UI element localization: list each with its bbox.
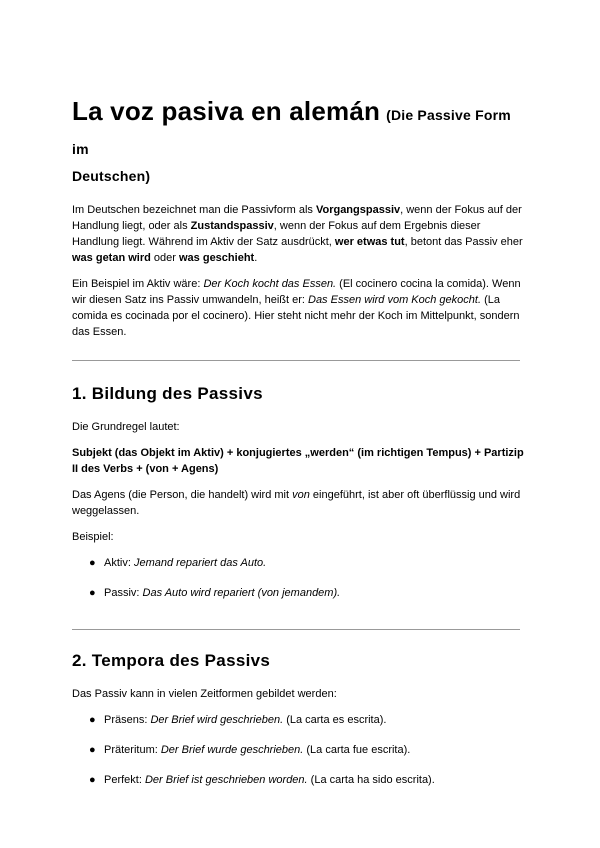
- agens-italic-von: von: [292, 489, 310, 501]
- list-item-label: Präteritum:: [104, 744, 161, 756]
- bullet-icon: ●: [89, 714, 96, 726]
- intro-bold-zustandspassiv: Zustandspassiv: [190, 220, 274, 232]
- section1-example-label: Beispiel:: [72, 531, 114, 543]
- title-subtitle-part2: Deutschen): [72, 168, 151, 184]
- bullet-icon: ●: [89, 774, 96, 786]
- intro-bold-was-geschieht: was geschieht: [179, 252, 255, 264]
- agens-text-2: eingeführt, ist aber oft überflüssig und wird weggelassen.: [72, 489, 521, 517]
- example-text-2: (El cocinero cocina la comida). Wenn wir diesen Satz ins Passiv umwandeln, heißt er:: [72, 278, 521, 306]
- title-main: La voz pasiva en alemán: [72, 96, 381, 126]
- intro-text-1: Im Deutschen bezeichnet man die Passivform als: [72, 204, 316, 216]
- list-item-label: Perfekt:: [104, 774, 145, 786]
- list-item-example: Der Brief ist geschrieben worden.: [144, 774, 308, 786]
- document-title: [72, 96, 528, 186]
- list-item-label: Präsens:: [104, 714, 151, 726]
- bullet-icon: ●: [89, 587, 96, 599]
- list-item: [72, 555, 528, 571]
- list-item-translation: (La carta fue escrita).: [303, 744, 411, 756]
- intro-bold-was-getan-wird: was getan wird: [72, 252, 151, 264]
- bullet-icon: ●: [89, 744, 96, 756]
- agens-text-1: Das Agens (die Person, die handelt) wird mit: [72, 489, 293, 501]
- list-item: [72, 742, 528, 758]
- section1-agens-paragraph: [72, 487, 528, 519]
- section1-rule-intro: Die Grundregel lautet:: [72, 421, 180, 433]
- intro-text-3: , wenn der Fokus auf dem Ergebnis dieser Handlung liegt. Während im Aktiv der Satz ausdrückt,: [72, 220, 481, 248]
- list-item-label: Passiv:: [104, 587, 143, 599]
- intro-text-2: , wenn der Fokus auf der Handlung liegt, oder als: [72, 204, 522, 232]
- example-text-1: Ein Beispiel im Aktiv wäre:: [72, 278, 204, 290]
- list-item-example: Das Auto wird repariert (von jemandem).: [142, 587, 341, 599]
- list-item-label: Aktiv:: [104, 557, 134, 569]
- section2-tense-list: [72, 712, 528, 788]
- list-item: [72, 772, 528, 788]
- list-item: [72, 712, 528, 728]
- intro-text-5: oder: [150, 252, 179, 264]
- section-divider: [72, 360, 520, 361]
- example-paragraph: [72, 276, 528, 340]
- section1-heading: 1. Bildung des Passivs: [72, 384, 263, 403]
- example-italic-passive: Das Essen wird vom Koch gekocht.: [308, 294, 482, 306]
- intro-text-6: .: [254, 252, 258, 264]
- example-italic-active: Der Koch kocht das Essen.: [203, 278, 337, 290]
- list-item-example: Der Brief wird geschrieben.: [150, 714, 284, 726]
- document-page: [72, 96, 528, 788]
- list-item: [72, 585, 528, 601]
- example-text-3: (La comida es cocinada por el cocinero). Hier steht nicht mehr der Koch im Mittelpunkt, sondern das Essen.: [72, 294, 520, 338]
- list-item-example: Der Brief wurde geschrieben.: [160, 744, 304, 756]
- list-item-translation: (La carta ha sido escrita).: [307, 774, 435, 786]
- section1-formula: Subjekt (das Objekt im Aktiv) + konjugiertes „werden“ (im richtigen Tempus) + Partizip II des Verbs + (von + Agens): [72, 447, 524, 475]
- list-item-example: Jemand repariert das Auto.: [133, 557, 267, 569]
- section2-intro: Das Passiv kann in vielen Zeitformen gebildet werden:: [72, 688, 337, 700]
- title-subtitle-part1: (Die Passive Form im: [72, 107, 511, 157]
- section2-heading: 2. Tempora des Passivs: [72, 651, 271, 670]
- section1-example-list: [72, 555, 528, 601]
- intro-text-4: , betont das Passiv eher: [404, 236, 523, 248]
- list-item-translation: (La carta es escrita).: [283, 714, 387, 726]
- intro-bold-vorgangspassiv: Vorgangspassiv: [315, 204, 401, 216]
- intro-paragraph: [72, 202, 528, 266]
- section-divider: [72, 629, 520, 630]
- bullet-icon: ●: [89, 557, 96, 569]
- intro-bold-wer-etwas-tut: wer etwas tut: [334, 236, 405, 248]
